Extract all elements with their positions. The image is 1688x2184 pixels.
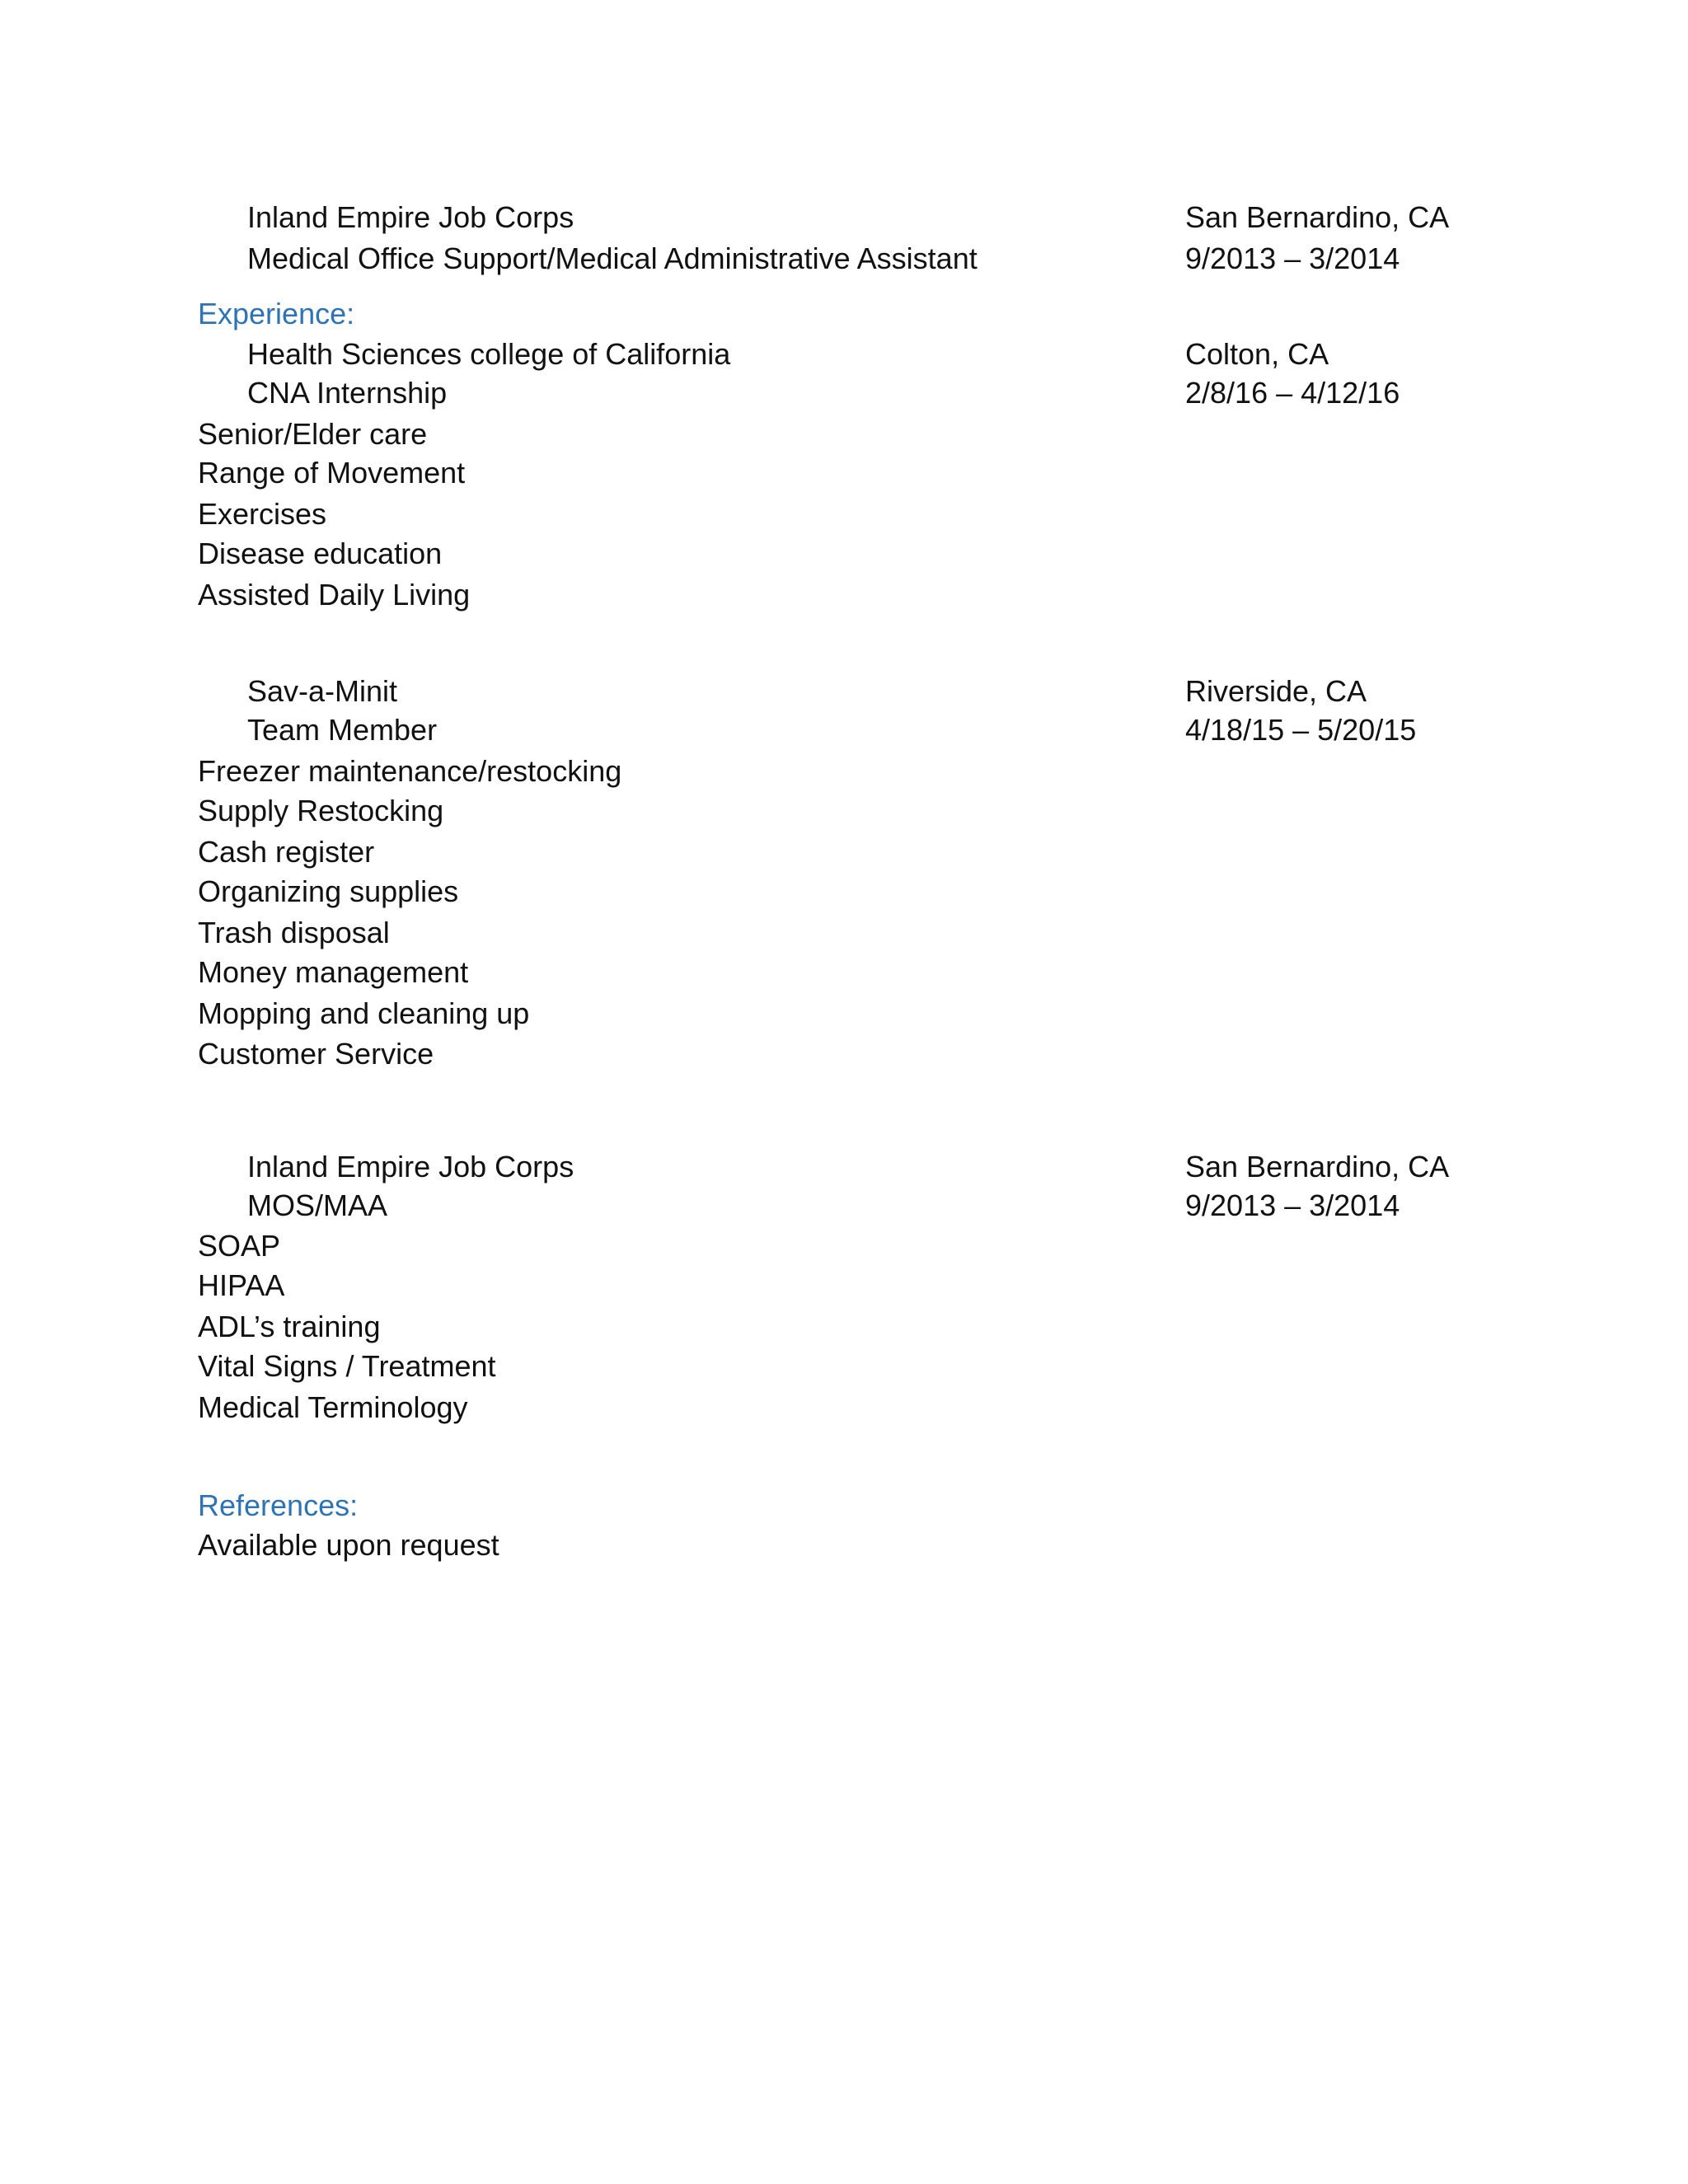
job-title: MOS/MAA [247, 1188, 388, 1222]
duty-item: Supply Restocking [198, 794, 444, 827]
job-location: San Bernardino, CA [1185, 1150, 1450, 1183]
job-dates: 4/18/15 – 5/20/15 [1185, 713, 1417, 747]
duty-item: Trash disposal [198, 916, 390, 949]
duty-item: Range of Movement [198, 456, 466, 490]
duty-item: SOAP [198, 1229, 281, 1263]
duty-item: Customer Service [198, 1037, 434, 1071]
duty-item: Medical Terminology [198, 1390, 468, 1424]
job-location: Riverside, CA [1185, 674, 1367, 708]
duty-item: Exercises [198, 497, 327, 531]
education-org: Inland Empire Job Corps [247, 200, 574, 234]
job-org: Health Sciences college of California [247, 337, 731, 371]
duty-item: Freezer maintenance/restocking [198, 754, 622, 788]
references-heading: References: [198, 1488, 359, 1522]
job-title: CNA Internship [247, 376, 448, 410]
duty-item: Disease education [198, 537, 443, 570]
duty-item: Assisted Daily Living [198, 578, 471, 612]
job-dates: 2/8/16 – 4/12/16 [1185, 376, 1400, 410]
job-org: Inland Empire Job Corps [247, 1150, 574, 1183]
duty-item: HIPAA [198, 1268, 285, 1302]
duty-item: Money management [198, 955, 469, 989]
education-location: San Bernardino, CA [1185, 200, 1450, 234]
education-program: Medical Office Support/Medical Administrative Assistant [247, 241, 978, 275]
job-org: Sav-a-Minit [247, 674, 398, 708]
duty-item: Mopping and cleaning up [198, 996, 530, 1030]
education-dates: 9/2013 – 3/2014 [1185, 241, 1400, 275]
experience-heading: Experience: [198, 297, 355, 330]
references-text: Available upon request [198, 1528, 499, 1562]
duty-item: Senior/Elder care [198, 417, 428, 451]
job-dates: 9/2013 – 3/2014 [1185, 1188, 1400, 1222]
duty-item: Cash register [198, 835, 375, 869]
job-title: Team Member [247, 713, 438, 747]
duty-item: Organizing supplies [198, 874, 459, 908]
duty-item: ADL’s training [198, 1310, 381, 1343]
duty-item: Vital Signs / Treatment [198, 1349, 496, 1383]
job-location: Colton, CA [1185, 337, 1329, 371]
